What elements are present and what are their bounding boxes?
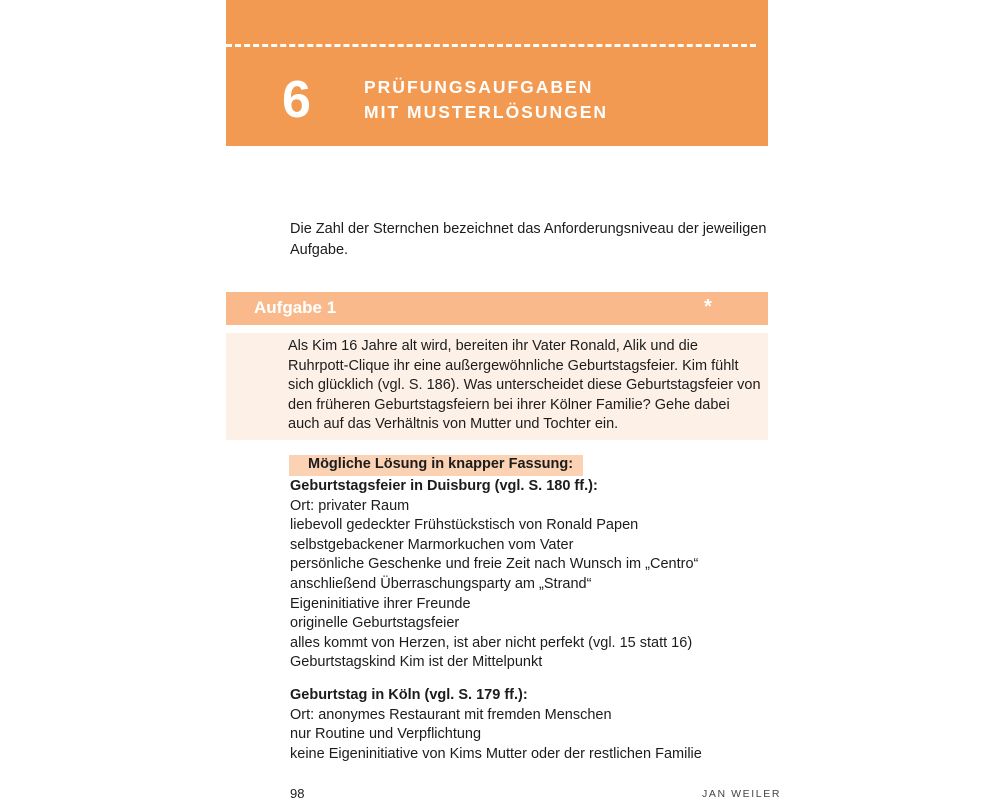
solution-section-duisburg [290,477,760,673]
solution-section-koeln [290,686,760,764]
solution-label-text: Mögliche Lösung in knapper Fassung: [308,456,574,472]
list-item: originelle Geburtstagsfeier [290,615,460,632]
difficulty-stars: * [704,296,712,318]
intro-paragraph: Die Zahl der Sternchen bezeichnet das Anforderungsniveau der jeweiligen Aufgabe. [290,221,767,258]
task-title: Aufgabe 1 [254,298,337,317]
list-item: liebevoll gedeckter Frühstückstisch von Ronald Papen [290,517,639,534]
list-item: keine Eigeninitiative von Kims Mutter oder der restlichen Familie [290,745,702,762]
chapter-number: 6 [282,71,311,129]
dashed-divider [226,44,756,47]
list-item: Ort: privater Raum [290,497,410,514]
section-heading: Geburtstag in Köln (vgl. S. 179 ff.): [290,687,528,703]
list-item: persönliche Geschenke und freie Zeit nach Wunsch im „Centro“ [290,556,699,573]
list-item: Ort: anonymes Restaurant mit fremden Menschen [290,706,612,723]
task-text: Als Kim 16 Jahre alt wird, bereiten ihr Vater Ronald, Alik und die Ruhrpott-Clique ihr eine außergewöhnliche Geburtstagsfeier. Kim fühlt sich glücklich (vgl. S. 186). Was unterscheidet diese Geburtstagsfeier von den früheren Geburtstagsfeiern bei ihrer Kölner Familie? Gehe dabei auch auf das Verhältnis von Mutter und Tochter ein. [288,338,761,433]
task-header [226,292,768,325]
solution-label [289,455,583,476]
section-heading: Geburtstagsfeier in Duisburg (vgl. S. 180 ff.): [290,478,598,494]
chapter-title-line: MIT MUSTERLÖSUNGEN [364,102,609,122]
list-item: Eigeninitiative ihrer Freunde [290,595,471,612]
chapter-title [364,75,754,125]
list-item: alles kommt von Herzen, ist aber nicht perfekt (vgl. 15 statt 16) [290,634,693,651]
list-item: anschließend Überraschungsparty am „Strand“ [290,575,592,592]
list-item: selbstgebackener Marmorkuchen vom Vater [290,536,574,553]
section-list [290,497,760,673]
list-item: Geburtstagskind Kim ist der Mittelpunkt [290,654,543,671]
list-item: nur Routine und Verpflichtung [290,726,482,743]
task-body [226,333,768,440]
section-list [290,706,760,765]
chapter-title-line: PRÜFUNGSAUFGABEN [364,77,594,97]
page-number: 98 [290,786,305,801]
running-head: JAN WEILER [702,788,782,800]
